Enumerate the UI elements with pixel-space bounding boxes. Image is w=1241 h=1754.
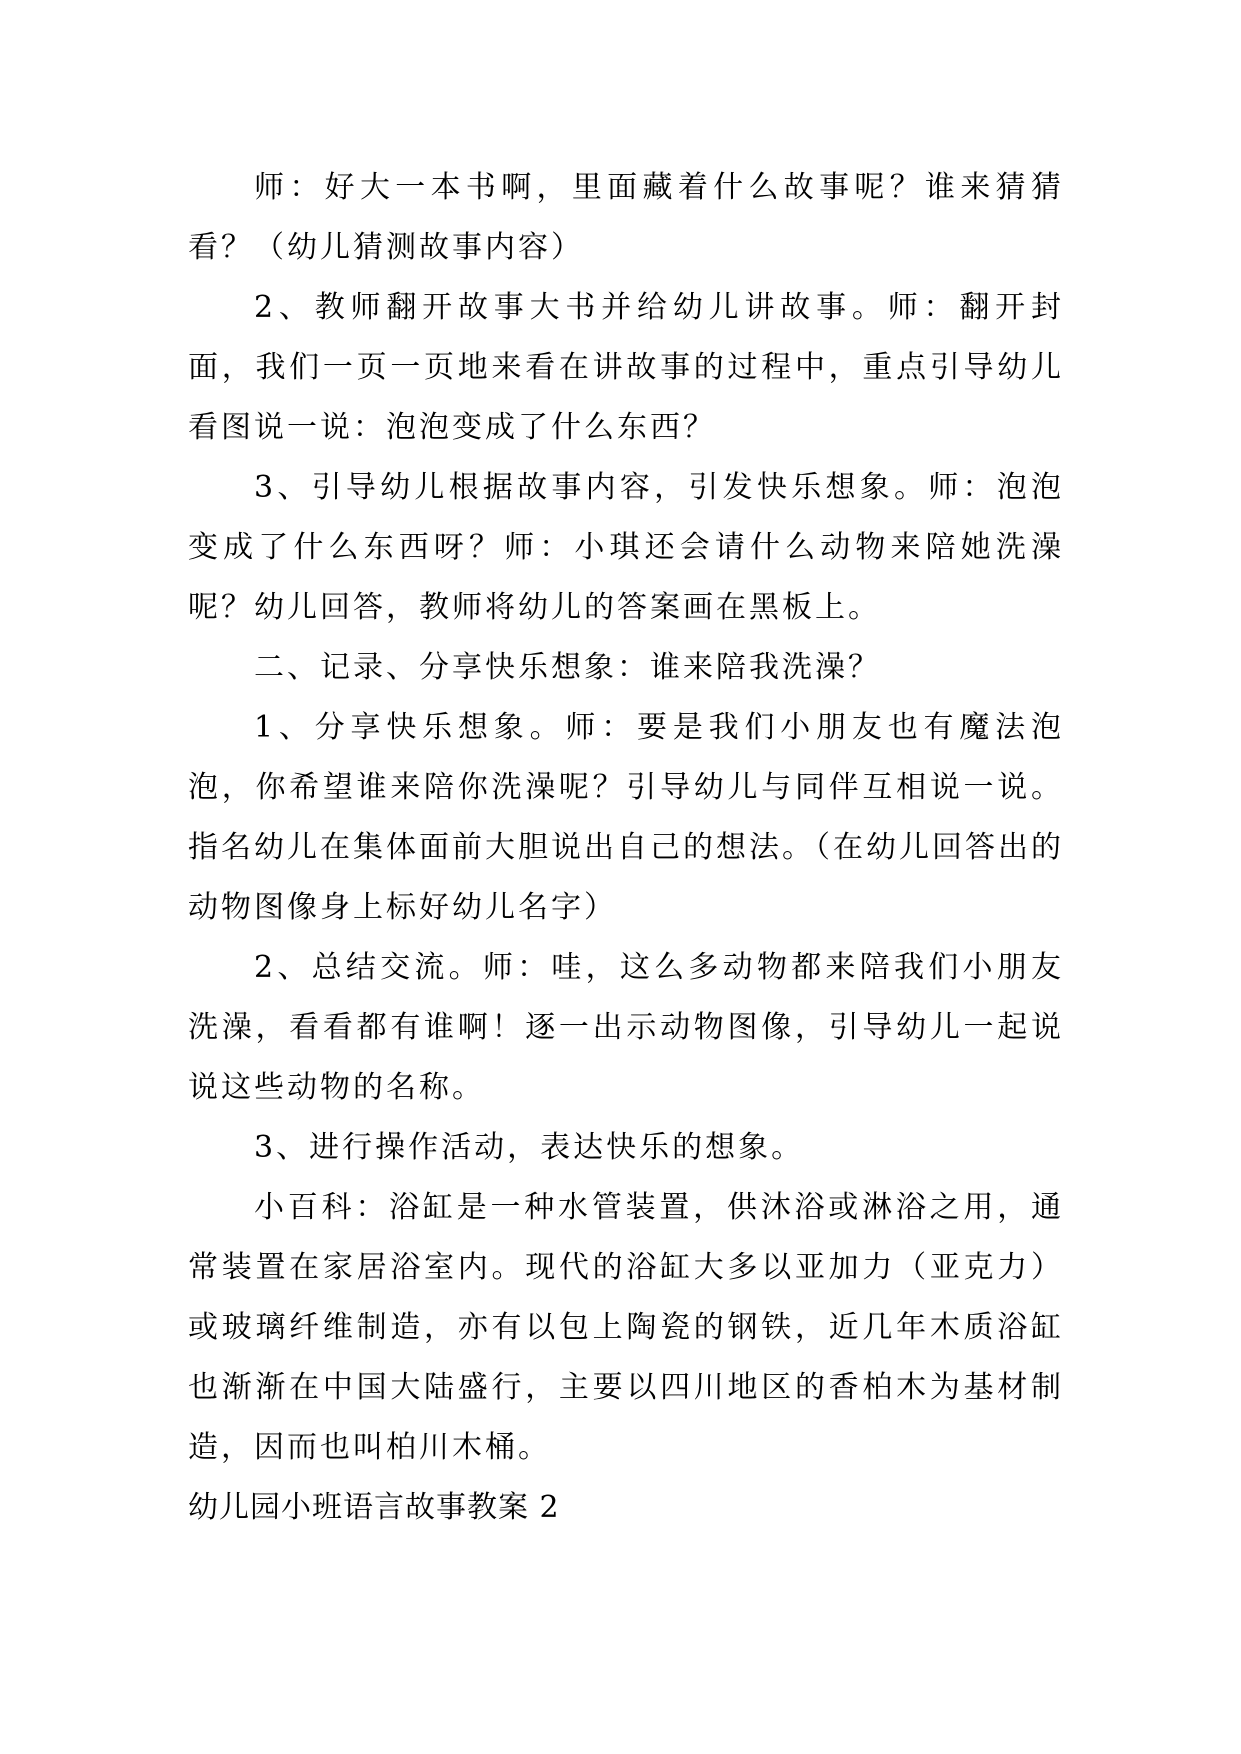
paragraph: 1、分享快乐想象。师：要是我们小朋友也有魔法泡泡，你希望谁来陪你洗澡呢？引导幼儿与同伴互相说一说。指名幼儿在集体面前大胆说出自己的想法。（在幼儿回答出的动物图像身上标好幼儿名字） [188, 710, 1064, 925]
paragraph: 二、记录、分享快乐想象：谁来陪我洗澡？ [254, 650, 881, 685]
paragraph: 小百科：浴缸是一种水管装置，供沐浴或淋浴之用，通常装置在家居浴室内。现代的浴缸大多以亚加力（亚克力）或玻璃纤维制造，亦有以包上陶瓷的钢铁，近几年木质浴缸也渐渐在中国大陆盛行，主要以四川地区的香柏木为基材制造，因而也叫柏川木桶。 [188, 1190, 1064, 1465]
paragraph: 2、总结交流。师：哇，这么多动物都来陪我们小朋友洗澡，看看都有谁啊！逐一出示动物图像，引导幼儿一起说说这些动物的名称。 [188, 950, 1064, 1105]
paragraph: 2、教师翻开故事大书并给幼儿讲故事。师：翻开封面，我们一页一页地来看在讲故事的过程中，重点引导幼儿看图说一说：泡泡变成了什么东西？ [188, 290, 1064, 445]
paragraph: 师：好大一本书啊，里面藏着什么故事呢？谁来猜猜看？（幼儿猜测故事内容） [188, 170, 1064, 265]
section-heading: 幼儿园小班语言故事教案 2 [188, 1490, 560, 1525]
document-body [188, 158, 1064, 1478]
paragraph: 3、进行操作活动，表达快乐的想象。 [254, 1130, 805, 1165]
paragraph: 3、引导幼儿根据故事内容，引发快乐想象。师：泡泡变成了什么东西呀？师：小琪还会请什么动物来陪她洗澡呢？幼儿回答，教师将幼儿的答案画在黑板上。 [188, 470, 1064, 625]
